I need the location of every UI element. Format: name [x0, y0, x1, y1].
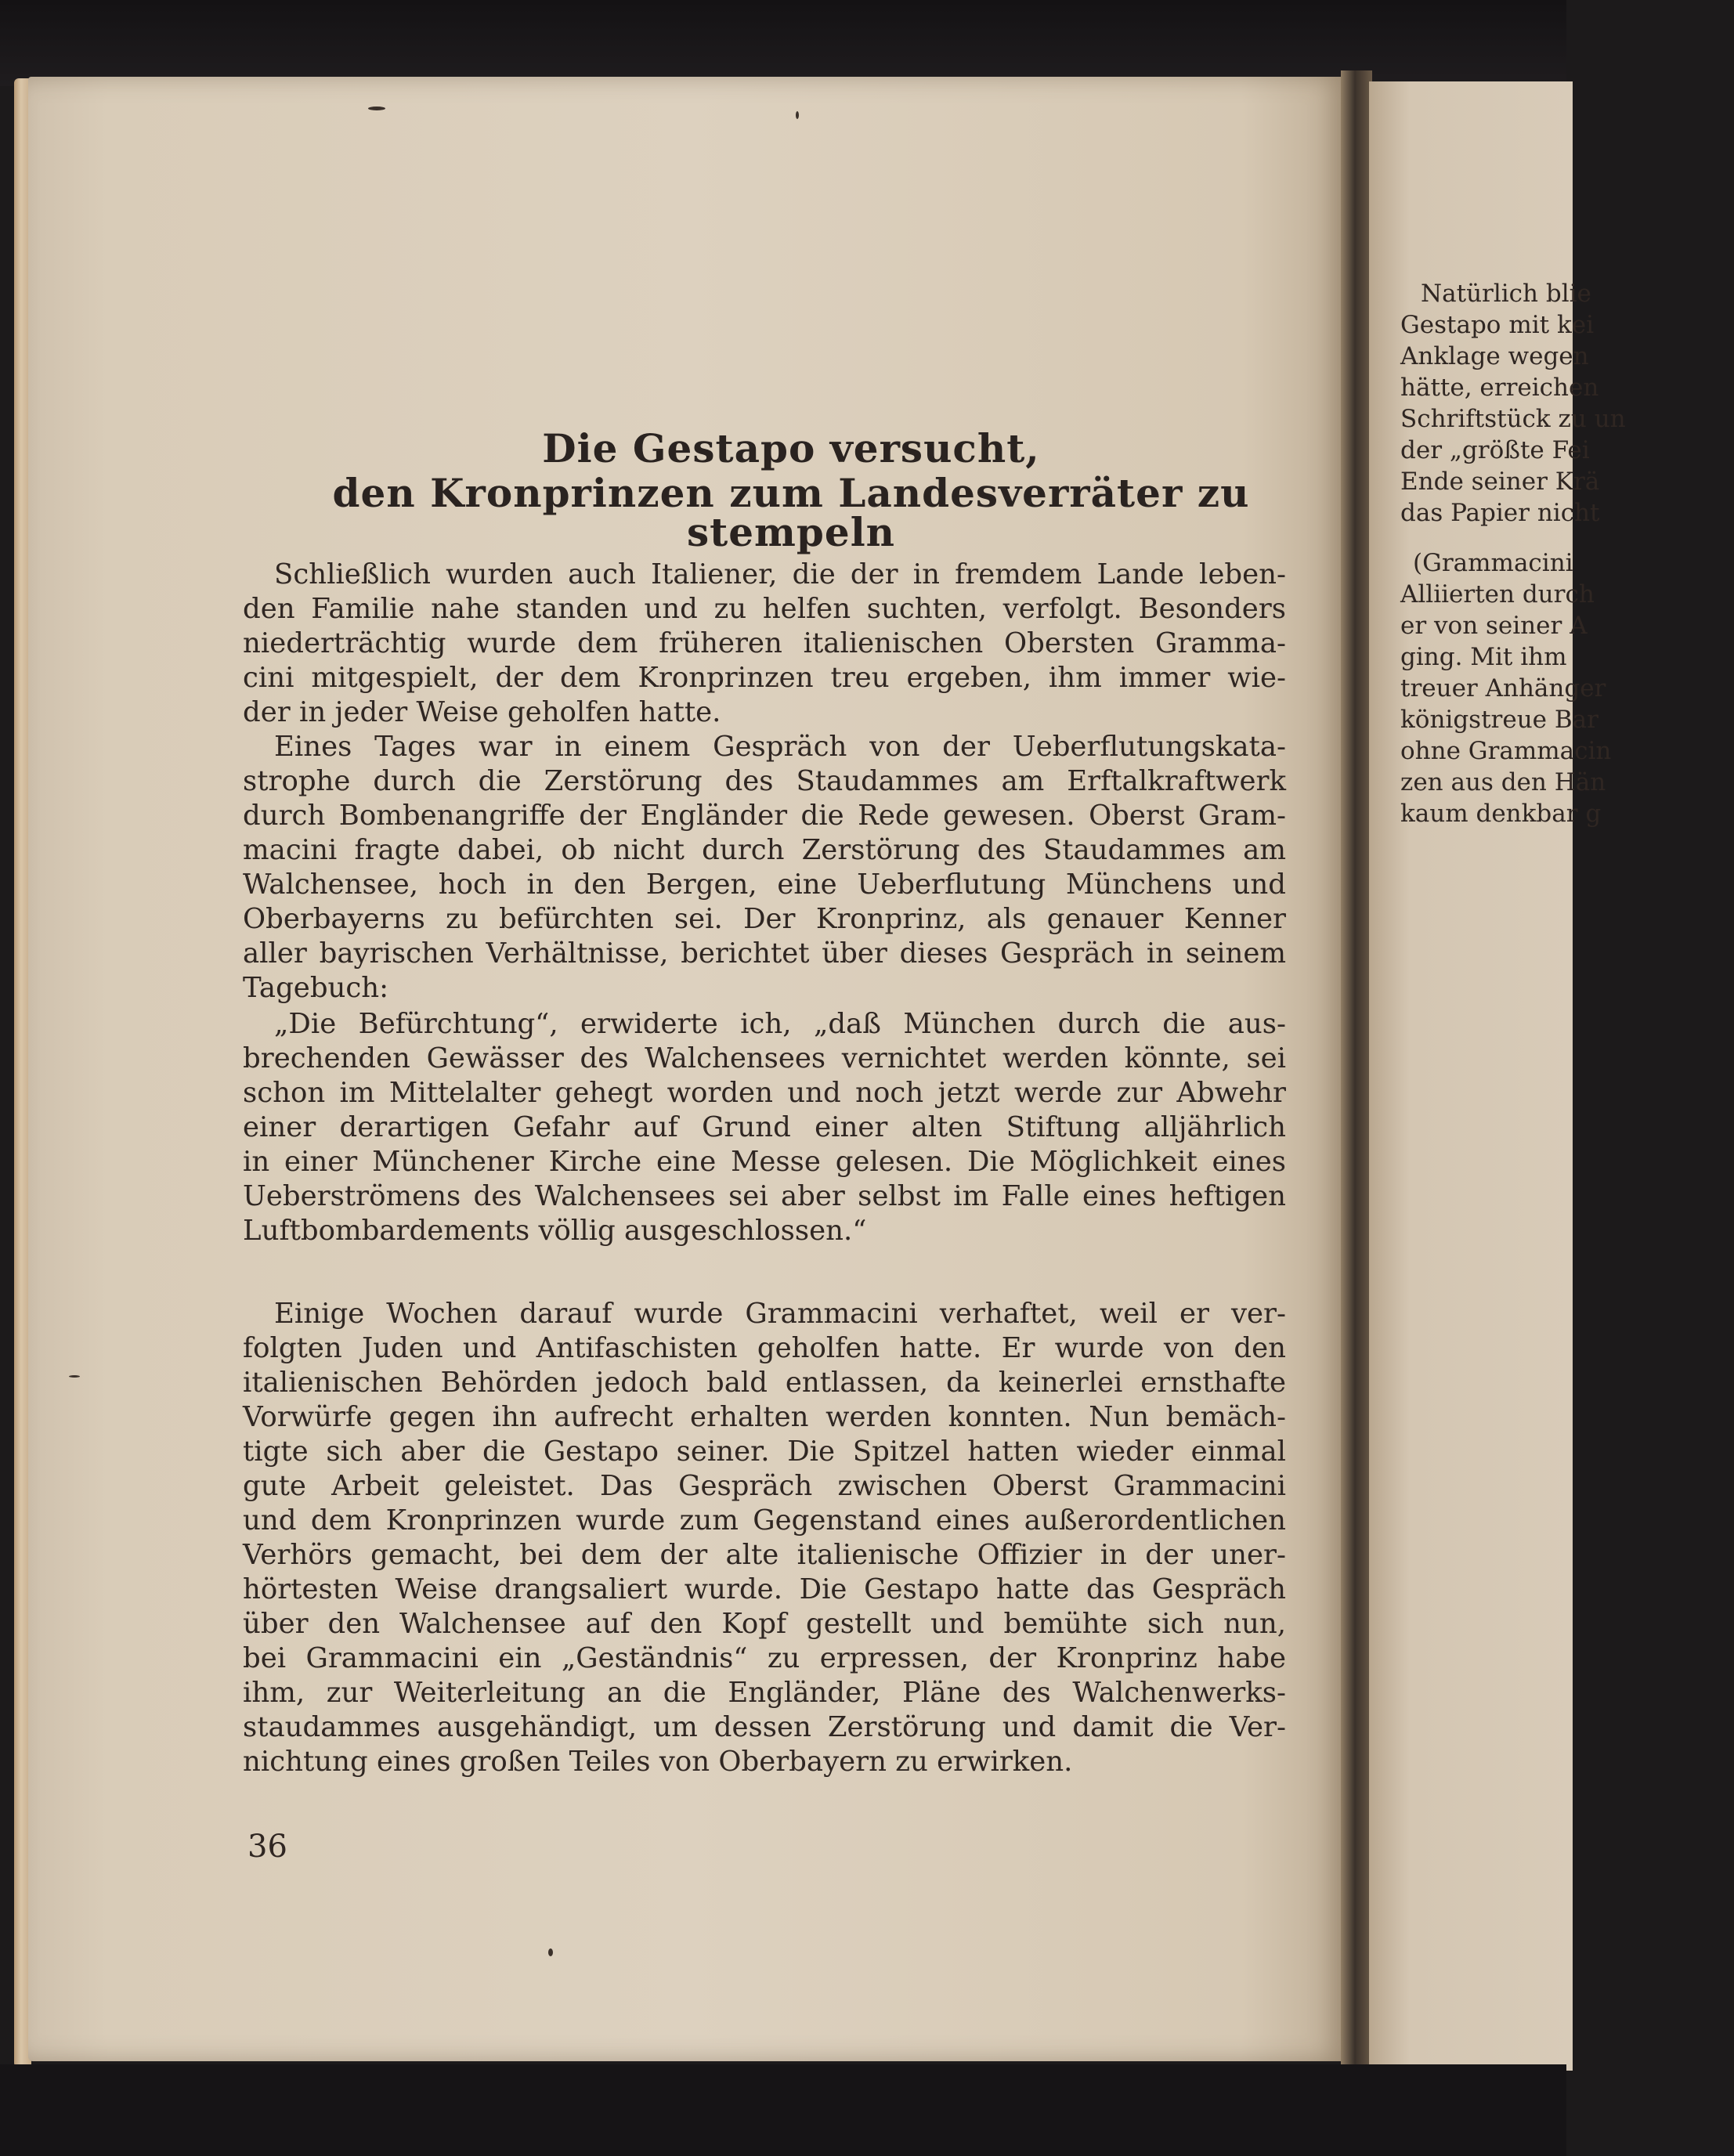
text-line: treuer Anhänger — [1400, 674, 1606, 702]
text-line: Einige Wochen darauf wurde Grammacini verhaftet, weil er ver- — [274, 1298, 1286, 1330]
scan-background-top — [0, 0, 1566, 86]
text-line: durch Bombenangriffe der Engländer die Rede gewesen. Oberst Gram- — [243, 800, 1286, 832]
text-line: Gestapo mit kei — [1400, 311, 1594, 339]
text-line: strophe durch die Zerstörung des Staudammes am Erftalkraftwerk — [243, 765, 1286, 797]
text-line: einer derartigen Gefahr auf Grund einer alten Stiftung alljährlich — [243, 1111, 1286, 1143]
text-line: (Grammacini — [1413, 549, 1573, 577]
text-line: das Papier nicht — [1400, 499, 1600, 527]
text-line: nichtung eines großen Teiles von Oberbayern zu erwirken. — [243, 1746, 1073, 1778]
text-line: ohne Grammacin — [1400, 737, 1612, 765]
text-line: hätte, erreichen — [1400, 374, 1599, 402]
text-line: Walchensee, hoch in den Bergen, eine Ueberflutung Münchens und — [243, 869, 1286, 901]
text-line: „Die Befürchtung“, erwiderte ich, „daß München durch die aus- — [274, 1008, 1286, 1040]
text-line: hörtesten Weise drangsaliert wurde. Die Gestapo hatte das Gespräch — [243, 1573, 1286, 1605]
text-line: gute Arbeit geleistet. Das Gespräch zwischen Oberst Grammacini — [243, 1470, 1286, 1502]
text-line: kaum denkbar g — [1400, 800, 1602, 828]
text-line: über den Walchensee auf den Kopf gestellt und bemühte sich nun, — [243, 1608, 1286, 1640]
text-line: der in jeder Weise geholfen hatte. — [243, 696, 721, 728]
text-line: königstreue Bar — [1400, 706, 1599, 734]
text-line: Ende seiner Krä — [1400, 468, 1600, 496]
chapter-heading-line-2: den Kronprinzen zum Landesverräter zu stempeln — [332, 470, 1250, 555]
text-line: aller bayrischen Verhältnisse, berichtet über dieses Gespräch in seinem — [243, 937, 1286, 970]
text-line: Anklage wegen — [1400, 342, 1589, 370]
text-line: schon im Mittelalter gehegt worden und noch jetzt werde zur Abwehr — [243, 1077, 1286, 1109]
text-line: und dem Kronprinzen wurde zum Gegenstand eines außerordentlichen — [243, 1504, 1286, 1537]
text-line: tigte sich aber die Gestapo seiner. Die Spitzel hatten wieder einmal — [243, 1436, 1286, 1468]
paper-speck — [548, 1948, 553, 1956]
text-line: der „größte Fei — [1400, 436, 1590, 464]
chapter-heading-line-1: Die Gestapo versucht, — [542, 425, 1040, 471]
text-line: Tagebuch: — [243, 972, 389, 1004]
book-gutter — [1341, 70, 1372, 2075]
text-line: Eines Tages war in einem Gespräch von der Ueberflutungskata- — [274, 731, 1286, 763]
text-line: bei Grammacini ein „Geständnis“ zu erpressen, der Kronprinz habe — [243, 1642, 1286, 1674]
text-line: Vorwürfe gegen ihn aufrecht erhalten werden konnten. Nun bemäch- — [243, 1401, 1286, 1433]
page-number: 36 — [247, 1829, 287, 1865]
paper-speck — [796, 111, 799, 119]
text-line: brechenden Gewässer des Walchensees vernichtet werden könnte, sei — [243, 1042, 1286, 1074]
text-line: folgten Juden und Antifaschisten geholfen hatte. Er wurde von den — [243, 1332, 1286, 1364]
text-line: macini fragte dabei, ob nicht durch Zerstörung des Staudammes am — [243, 834, 1286, 866]
text-line: Luftbombardements völlig ausgeschlossen.“ — [243, 1215, 867, 1247]
text-line: niederträchtig wurde dem früheren italienischen Obersten Gramma- — [243, 627, 1286, 659]
text-line: Schließlich wurden auch Italiener, die der in fremdem Lande leben- — [274, 558, 1286, 590]
text-line: staudammes ausgehändigt, um dessen Zerstörung und damit die Ver- — [243, 1711, 1286, 1743]
text-line: er von seiner A — [1400, 612, 1588, 640]
text-line: ging. Mit ihm — [1400, 643, 1567, 671]
paper-speck — [69, 1375, 80, 1378]
text-line: Verhörs gemacht, bei dem der alte italienische Offizier in der uner- — [243, 1539, 1286, 1571]
text-line: Schriftstück zu un — [1400, 405, 1626, 433]
right-page — [1369, 81, 1626, 2071]
text-line: italienischen Behörden jedoch bald entlassen, da keinerlei ernsthafte — [243, 1367, 1286, 1399]
text-line: zen aus den Hän — [1400, 768, 1606, 796]
text-line: Oberbayerns zu befürchten sei. Der Kronprinz, als genauer Kenner — [243, 903, 1286, 935]
text-line: Ueberströmens des Walchensees sei aber selbst im Falle eines heftigen — [243, 1180, 1286, 1212]
text-line: den Familie nahe standen und zu helfen suchten, verfolgt. Besonders — [243, 593, 1286, 625]
text-line: Natürlich blie — [1421, 280, 1591, 308]
text-line: cini mitgespielt, der dem Kronprinzen treu ergeben, ihm immer wie- — [243, 662, 1286, 694]
text-line: ihm, zur Weiterleitung an die Engländer, Pläne des Walchenwerks- — [243, 1677, 1286, 1709]
text-line: Alliierten durch — [1400, 580, 1595, 609]
text-line: in einer Münchener Kirche eine Messe gelesen. Die Möglichkeit eines — [243, 1146, 1286, 1178]
paper-speck — [368, 107, 385, 110]
scan-background-bottom — [0, 2064, 1566, 2156]
